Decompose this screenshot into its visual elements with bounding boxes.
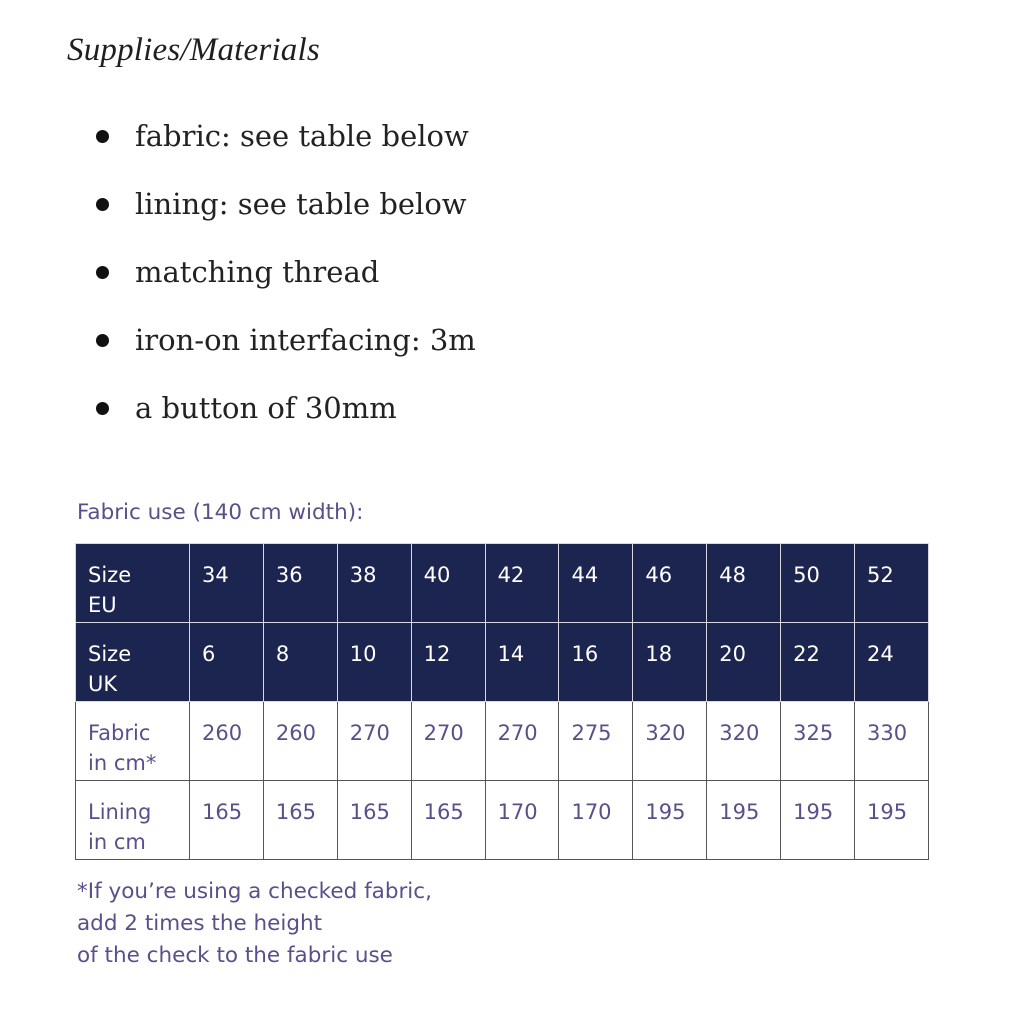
table-cell: 195 <box>855 781 929 860</box>
table-cell: 195 <box>707 781 781 860</box>
bullet-icon <box>96 130 109 143</box>
table-cell: 165 <box>411 781 485 860</box>
fabric-use-table <box>75 543 929 860</box>
list-item-text: lining: see table below <box>135 187 467 221</box>
table-cell: 10 <box>337 623 411 702</box>
table-cell: 20 <box>707 623 781 702</box>
row-header-text: Lining <box>88 800 152 824</box>
table-cell: 44 <box>559 544 633 623</box>
footnote-line: add 2 times the height <box>77 911 323 936</box>
table-caption: Fabric use (140 cm width): <box>77 500 364 525</box>
table-cell: 8 <box>263 623 337 702</box>
row-header-text: in cm <box>88 830 146 854</box>
list-item-text: a button of 30mm <box>135 391 397 425</box>
table-cell: 170 <box>485 781 559 860</box>
row-header-text: Size <box>88 642 132 666</box>
row-header-cell <box>76 623 190 702</box>
bullet-icon <box>96 402 109 415</box>
bullet-icon <box>96 334 109 347</box>
list-item-text: fabric: see table below <box>135 119 469 153</box>
row-header-cell <box>76 702 190 781</box>
row-header-text: Size <box>88 563 132 587</box>
row-header-cell <box>76 544 190 623</box>
supplies-list <box>92 116 476 456</box>
table-cell: 195 <box>633 781 707 860</box>
table-row <box>76 623 929 702</box>
table-footnote <box>77 876 432 972</box>
list-item <box>92 388 476 456</box>
table-cell: 270 <box>337 702 411 781</box>
section-heading: Supplies/Materials <box>67 32 320 68</box>
table-body <box>76 544 929 860</box>
table-cell: 14 <box>485 623 559 702</box>
list-item <box>92 116 476 184</box>
table-cell: 195 <box>781 781 855 860</box>
row-header-text: in cm* <box>88 751 157 775</box>
table-cell: 330 <box>855 702 929 781</box>
list-item <box>92 184 476 252</box>
list-item <box>92 320 476 388</box>
table-cell: 46 <box>633 544 707 623</box>
footnote-line: *If you’re using a checked fabric, <box>77 879 432 904</box>
table-cell: 165 <box>337 781 411 860</box>
table-cell: 165 <box>263 781 337 860</box>
table-cell: 270 <box>485 702 559 781</box>
table-row <box>76 702 929 781</box>
table-cell: 320 <box>633 702 707 781</box>
table-cell: 42 <box>485 544 559 623</box>
table-cell: 22 <box>781 623 855 702</box>
table-cell: 16 <box>559 623 633 702</box>
table-cell: 12 <box>411 623 485 702</box>
table-cell: 34 <box>190 544 264 623</box>
table-cell: 48 <box>707 544 781 623</box>
row-header-text: EU <box>88 593 117 617</box>
table-cell: 170 <box>559 781 633 860</box>
list-item <box>92 252 476 320</box>
bullet-icon <box>96 198 109 211</box>
table-cell: 270 <box>411 702 485 781</box>
bullet-icon <box>96 266 109 279</box>
table-cell: 165 <box>190 781 264 860</box>
footnote-line: of the check to the fabric use <box>77 943 393 968</box>
table-cell: 320 <box>707 702 781 781</box>
table-row <box>76 781 929 860</box>
table-cell: 24 <box>855 623 929 702</box>
table-row <box>76 544 929 623</box>
row-header-text: Fabric <box>88 721 151 745</box>
row-header-cell <box>76 781 190 860</box>
table-cell: 36 <box>263 544 337 623</box>
row-header-text: UK <box>88 672 118 696</box>
table-cell: 50 <box>781 544 855 623</box>
table-cell: 52 <box>855 544 929 623</box>
table-cell: 275 <box>559 702 633 781</box>
table-cell: 260 <box>263 702 337 781</box>
table-cell: 325 <box>781 702 855 781</box>
list-item-text: matching thread <box>135 255 380 289</box>
list-item-text: iron-on interfacing: 3m <box>135 323 476 357</box>
table-cell: 260 <box>190 702 264 781</box>
table-cell: 6 <box>190 623 264 702</box>
table-cell: 18 <box>633 623 707 702</box>
table-cell: 38 <box>337 544 411 623</box>
table-cell: 40 <box>411 544 485 623</box>
